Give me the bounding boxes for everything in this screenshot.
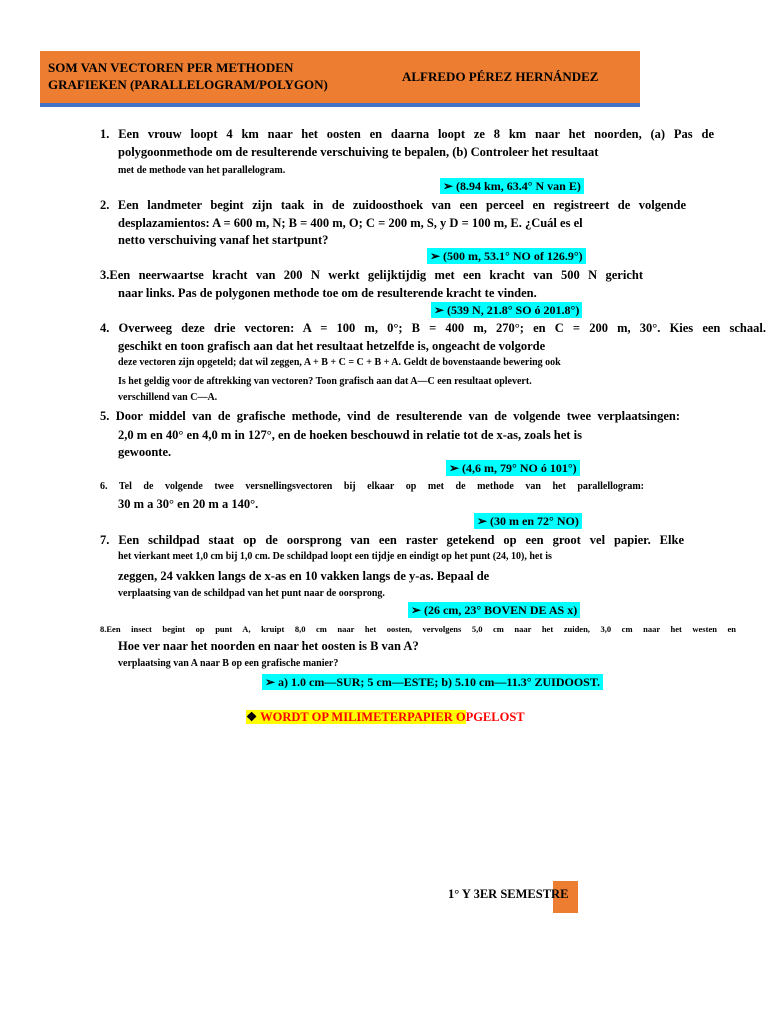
problem-1-line-2: polygoonmethode om de resulterende verschuiving te bepalen, (b) Controleer het resultaat [118, 145, 599, 159]
problem-4-line-4: Is het geldig voor de aftrekking van vectoren? Toon grafisch aan dat A—C een resultaat oplevert. [118, 376, 532, 387]
problem-2-line-1: 2. Een landmeter begint zijn taak in de zuidoosthoek van een perceel en registreert de volgende [100, 198, 686, 212]
graph-paper-note [246, 709, 525, 725]
problem-8-line-2: Hoe ver naar het noorden en naar het oosten is B van A? [118, 639, 419, 653]
problem-8-line-3: verplaatsing van A naar B op een grafische manier? [118, 658, 339, 669]
author-name: ALFREDO PÉREZ HERNÁNDEZ [402, 69, 599, 84]
problem-6-answer: ➢ (30 m en 72° NO) [474, 513, 582, 529]
problem-4-line-1: 4. Overweeg deze drie vectoren: A = 100 m, 0°; B = 400 m, 270°; en C = 200 m, 30°. Kies een schaal. [100, 321, 766, 335]
note-text-highlighted: WORDT OP MILIMETERPAPIER O [257, 710, 466, 724]
problem-1-line-3: met de methode van het parallelogram. [118, 165, 286, 176]
problem-1-line-1: 1. Een vrouw loopt 4 km naar het oosten en daarna loopt ze 8 km naar het noorden, (a) Pas de [100, 127, 714, 141]
problem-4-line-3: deze vectoren zijn opgeteld; dat wil zeggen, A + B + C = C + B + A. Geldt de bovenstaande bewering ook [118, 357, 561, 368]
problem-7-line-1: 7. Een schildpad staat op de oorsprong van een raster getekend op een groot vel papier. Elke [100, 533, 684, 547]
problem-5-line-2: 2,0 m en 40° en 4,0 m in 127°, en de hoeken beschouwd in relatie tot de x-as, zoals het is [118, 428, 582, 442]
document-title [48, 59, 328, 93]
document-header [40, 51, 640, 107]
problem-3-line-1: 3.Een neerwaartse kracht van 200 N werkt gelijktijdig met een kracht van 500 N gericht [100, 268, 643, 282]
problem-5-line-3: gewoonte. [118, 445, 172, 459]
semester-label: 1° Y 3ER SEMESTRE [448, 887, 569, 901]
problem-2-line-2: desplazamientos: A = 600 m, N; B = 400 m, O; C = 200 m, S, y D = 100 m, E. ¿Cuál es el [118, 216, 583, 230]
problem-7-line-2: het vierkant meet 1,0 cm bij 1,0 cm. De schildpad loopt een tijdje en eindigt op het punt (24, 10), het is [118, 551, 552, 562]
problem-3-answer: ➢ (539 N, 21.8° SO ó 201.8°) [431, 302, 582, 318]
problem-7-answer: ➢ (26 cm, 23° BOVEN DE AS x) [408, 602, 580, 618]
problem-5-answer: ➢ (4,6 m, 79° NO ó 101°) [446, 460, 580, 476]
title-line-2: GRAFIEKEN (PARALLELOGRAM/POLYGON) [48, 77, 328, 92]
title-line-1: SOM VAN VECTOREN PER METHODEN [48, 60, 294, 75]
problem-2-line-3: netto verschuiving vanaf het startpunt? [118, 233, 329, 247]
problem-7-line-3: zeggen, 24 vakken langs de x-as en 10 vakken langs de y-as. Bepaal de [118, 569, 490, 583]
problem-8-line-1: 8.Een insect begint op punt A, kruipt 8,0 cm naar het oosten, vervolgens 5,0 cm naar het zuiden, 3,0 cm naar het westen en [100, 624, 736, 634]
problem-1-answer: ➢ (8.94 km, 63.4° N van E) [440, 178, 584, 194]
problem-3-line-2: naar links. Pas de polygonen methode toe om de resulterende kracht te vinden. [118, 286, 537, 300]
note-text: PGELOST [465, 710, 525, 724]
note-bullet-icon: ❖ [246, 710, 258, 724]
problem-8-answer: ➢ a) 1.0 cm—SUR; 5 cm—ESTE; b) 5.10 cm—11.3° ZUIDOOST. [262, 674, 603, 690]
problem-6-line-2: 30 m a 30° en 20 m a 140°. [118, 497, 259, 511]
problem-7-line-4: verplaatsing van de schildpad van het punt naar de oorsprong. [118, 588, 385, 599]
problem-5-line-1: 5. Door middel van de grafische methode, vind de resulterende van de volgende twee verplaatsingen: [100, 409, 680, 423]
problem-2-answer: ➢ (500 m, 53.1° NO of 126.9°) [427, 248, 586, 264]
problem-4-line-5: verschillend van C—A. [118, 392, 218, 403]
problem-6-line-1: 6. Tel de volgende twee versnellingsvectoren bij elkaar op met de methode van het parallellogram: [100, 481, 644, 492]
problem-4-line-2: geschikt en toon grafisch aan dat het resultaat hetzelfde is, ongeacht de volgorde [118, 339, 546, 353]
